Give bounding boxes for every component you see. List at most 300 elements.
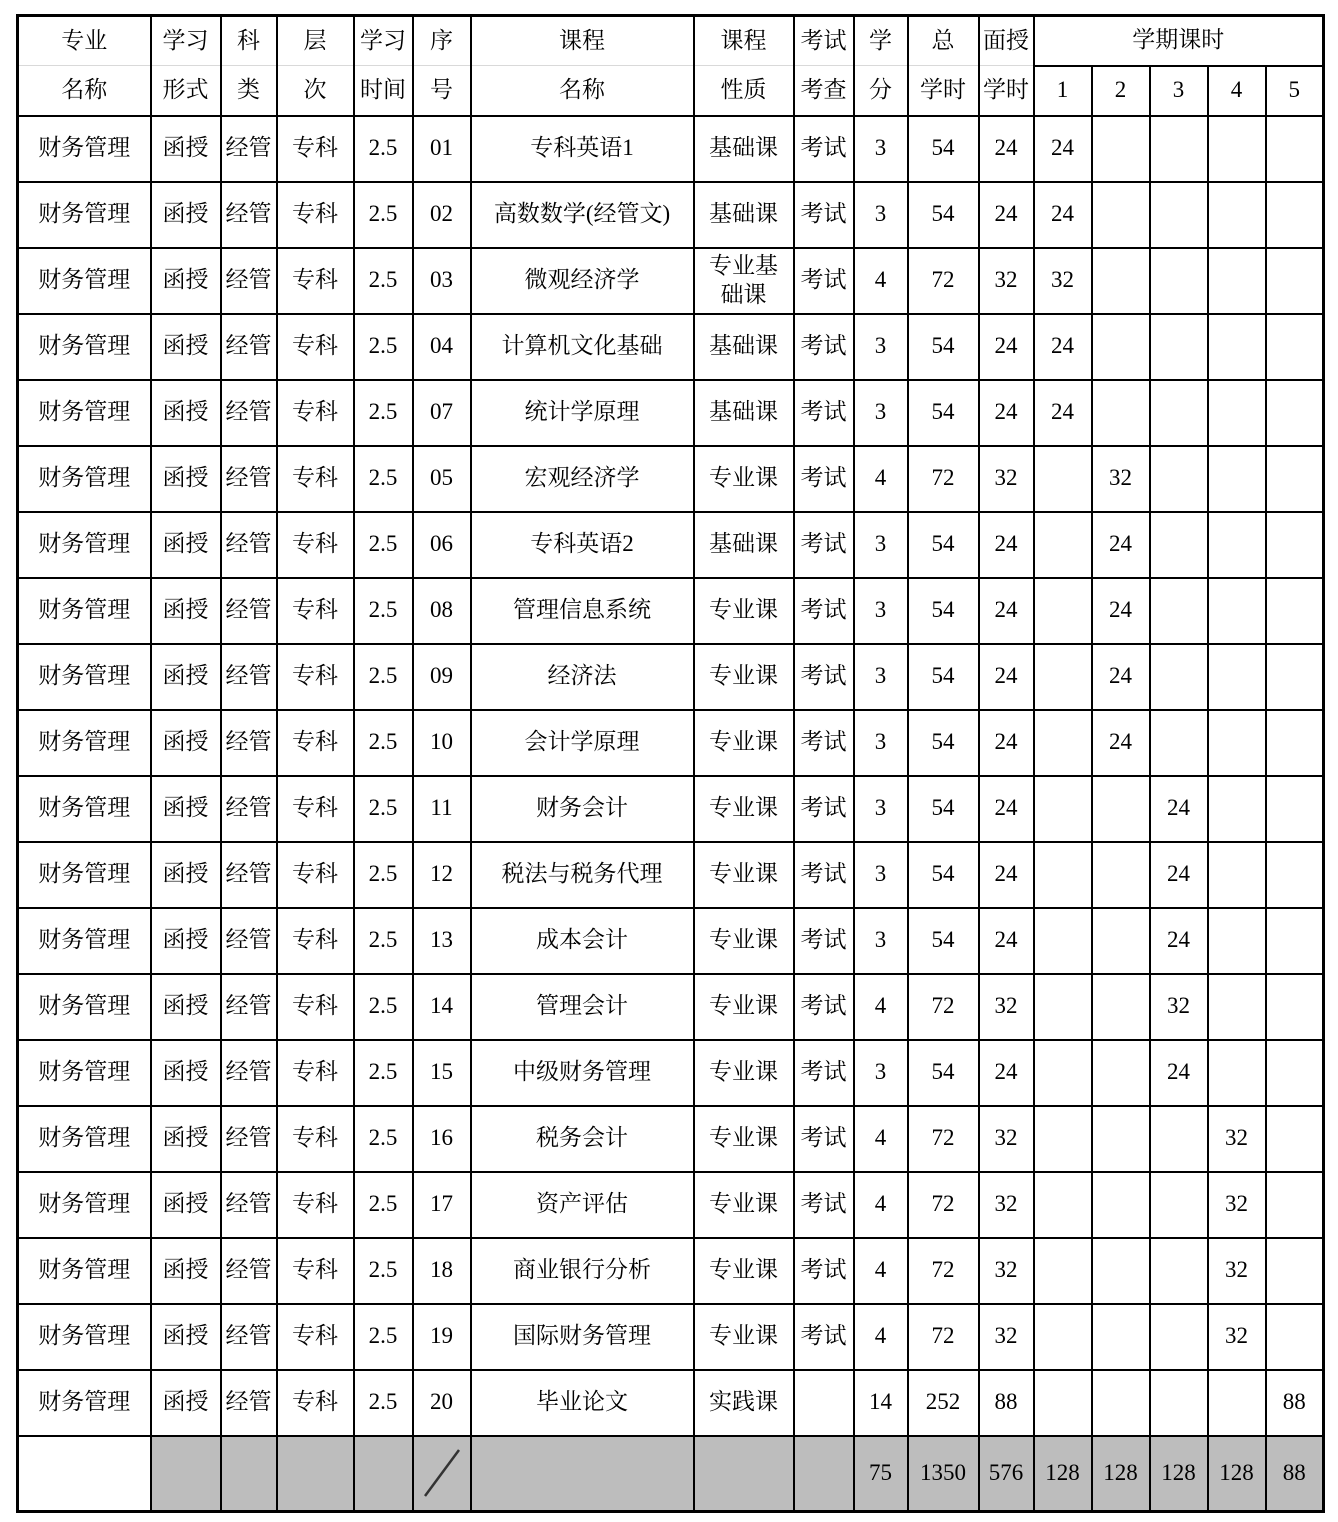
cell-sem5 bbox=[1266, 908, 1324, 974]
cell-level: 专科 bbox=[277, 842, 354, 908]
cell-level: 专科 bbox=[277, 116, 354, 182]
cell-course: 税务会计 bbox=[471, 1106, 694, 1172]
cell-level: 专科 bbox=[277, 1040, 354, 1106]
cell-sem4 bbox=[1208, 1040, 1266, 1106]
cell-no: 01 bbox=[413, 116, 471, 182]
table-row bbox=[18, 314, 1324, 380]
header-row-1 bbox=[18, 16, 1324, 66]
table-header bbox=[18, 16, 1324, 116]
cell-duration: 2.5 bbox=[354, 908, 413, 974]
cell-course: 计算机文化基础 bbox=[471, 314, 694, 380]
cell-total-hours: 72 bbox=[908, 1304, 979, 1370]
cell-form: 函授 bbox=[151, 380, 221, 446]
cell-nature: 专业课 bbox=[694, 1172, 794, 1238]
cell-total-hours: 54 bbox=[908, 776, 979, 842]
cell-sem5 bbox=[1266, 974, 1324, 1040]
cell-sem4 bbox=[1208, 578, 1266, 644]
cell-credits: 3 bbox=[854, 710, 908, 776]
cell-sem5 bbox=[1266, 446, 1324, 512]
cell-sem4: 32 bbox=[1208, 1172, 1266, 1238]
cell-sem4 bbox=[1208, 512, 1266, 578]
cell-nature: 实践课 bbox=[694, 1370, 794, 1436]
cell-face-hours: 32 bbox=[979, 1238, 1034, 1304]
cell-level: 专科 bbox=[277, 1238, 354, 1304]
cell-duration: 2.5 bbox=[354, 1370, 413, 1436]
cell-sem1 bbox=[1034, 446, 1092, 512]
cell-no: 12 bbox=[413, 842, 471, 908]
cell-level: 专科 bbox=[277, 1172, 354, 1238]
table-row bbox=[18, 1370, 1324, 1436]
total-major-cell bbox=[18, 1436, 151, 1512]
header-nature-line1: 课程 bbox=[694, 16, 794, 66]
cell-category: 经管 bbox=[221, 1106, 277, 1172]
cell-total-hours: 72 bbox=[908, 1172, 979, 1238]
cell-sem4: 32 bbox=[1208, 1304, 1266, 1370]
cell-no: 06 bbox=[413, 512, 471, 578]
cell-no: 07 bbox=[413, 380, 471, 446]
header-credits-line2: 分 bbox=[854, 66, 908, 116]
cell-credits: 3 bbox=[854, 182, 908, 248]
total-section bbox=[18, 1436, 1324, 1512]
cell-face-hours: 24 bbox=[979, 776, 1034, 842]
cell-total-hours: 54 bbox=[908, 314, 979, 380]
curriculum-table bbox=[16, 14, 1325, 1513]
total-sem2-cell: 128 bbox=[1092, 1436, 1150, 1512]
cell-sem1 bbox=[1034, 644, 1092, 710]
total-form-cell bbox=[151, 1436, 221, 1512]
cell-sem2 bbox=[1092, 116, 1150, 182]
table-row bbox=[18, 380, 1324, 446]
cell-nature: 专业课 bbox=[694, 1040, 794, 1106]
cell-sem4 bbox=[1208, 182, 1266, 248]
cell-exam: 考试 bbox=[794, 842, 854, 908]
cell-exam: 考试 bbox=[794, 182, 854, 248]
cell-face-hours: 32 bbox=[979, 446, 1034, 512]
cell-sem5 bbox=[1266, 842, 1324, 908]
cell-sem3 bbox=[1150, 1106, 1208, 1172]
cell-form: 函授 bbox=[151, 248, 221, 314]
cell-sem3 bbox=[1150, 1304, 1208, 1370]
cell-course: 商业银行分析 bbox=[471, 1238, 694, 1304]
cell-no: 14 bbox=[413, 974, 471, 1040]
cell-category: 经管 bbox=[221, 974, 277, 1040]
cell-sem2 bbox=[1092, 314, 1150, 380]
cell-major: 财务管理 bbox=[18, 974, 151, 1040]
cell-category: 经管 bbox=[221, 380, 277, 446]
cell-course: 管理会计 bbox=[471, 974, 694, 1040]
cell-sem1 bbox=[1034, 710, 1092, 776]
cell-level: 专科 bbox=[277, 1370, 354, 1436]
header-form-line1: 学习 bbox=[151, 16, 221, 66]
cell-sem4 bbox=[1208, 446, 1266, 512]
table-row bbox=[18, 974, 1324, 1040]
total-no-cell bbox=[413, 1436, 471, 1512]
cell-category: 经管 bbox=[221, 710, 277, 776]
cell-sem5 bbox=[1266, 182, 1324, 248]
cell-exam: 考试 bbox=[794, 116, 854, 182]
table-row bbox=[18, 248, 1324, 314]
header-duration-line1: 学习 bbox=[354, 16, 413, 66]
cell-total-hours: 72 bbox=[908, 974, 979, 1040]
cell-duration: 2.5 bbox=[354, 776, 413, 842]
cell-credits: 4 bbox=[854, 1238, 908, 1304]
cell-course: 财务会计 bbox=[471, 776, 694, 842]
cell-sem2: 32 bbox=[1092, 446, 1150, 512]
cell-face-hours: 24 bbox=[979, 578, 1034, 644]
cell-duration: 2.5 bbox=[354, 380, 413, 446]
cell-credits: 3 bbox=[854, 380, 908, 446]
cell-sem1 bbox=[1034, 1370, 1092, 1436]
header-course-line1: 课程 bbox=[471, 16, 694, 66]
cell-sem2 bbox=[1092, 1370, 1150, 1436]
cell-sem3 bbox=[1150, 248, 1208, 314]
cell-course: 宏观经济学 bbox=[471, 446, 694, 512]
cell-duration: 2.5 bbox=[354, 1172, 413, 1238]
cell-sem3 bbox=[1150, 644, 1208, 710]
cell-course: 微观经济学 bbox=[471, 248, 694, 314]
cell-credits: 3 bbox=[854, 842, 908, 908]
cell-sem5 bbox=[1266, 314, 1324, 380]
cell-nature: 基础课 bbox=[694, 314, 794, 380]
cell-form: 函授 bbox=[151, 1304, 221, 1370]
cell-exam: 考试 bbox=[794, 974, 854, 1040]
cell-sem1 bbox=[1034, 1304, 1092, 1370]
cell-total-hours: 54 bbox=[908, 908, 979, 974]
total-sem5-cell: 88 bbox=[1266, 1436, 1324, 1512]
cell-sem2 bbox=[1092, 1040, 1150, 1106]
header-major-line2: 名称 bbox=[18, 66, 151, 116]
table-row bbox=[18, 116, 1324, 182]
cell-sem3: 24 bbox=[1150, 908, 1208, 974]
cell-sem4 bbox=[1208, 908, 1266, 974]
cell-total-hours: 54 bbox=[908, 578, 979, 644]
cell-form: 函授 bbox=[151, 446, 221, 512]
cell-form: 函授 bbox=[151, 974, 221, 1040]
cell-face-hours: 24 bbox=[979, 644, 1034, 710]
header-category-line2: 类 bbox=[221, 66, 277, 116]
cell-course: 资产评估 bbox=[471, 1172, 694, 1238]
cell-sem3 bbox=[1150, 1172, 1208, 1238]
cell-no: 17 bbox=[413, 1172, 471, 1238]
cell-sem3: 24 bbox=[1150, 776, 1208, 842]
cell-major: 财务管理 bbox=[18, 182, 151, 248]
cell-sem3 bbox=[1150, 1238, 1208, 1304]
cell-face-hours: 32 bbox=[979, 248, 1034, 314]
cell-major: 财务管理 bbox=[18, 1172, 151, 1238]
cell-total-hours: 72 bbox=[908, 446, 979, 512]
cell-sem3 bbox=[1150, 182, 1208, 248]
cell-sem2 bbox=[1092, 842, 1150, 908]
cell-sem4 bbox=[1208, 644, 1266, 710]
header-total-hours-line1: 总 bbox=[908, 16, 979, 66]
cell-major: 财务管理 bbox=[18, 644, 151, 710]
total-sem3-cell: 128 bbox=[1150, 1436, 1208, 1512]
cell-duration: 2.5 bbox=[354, 1304, 413, 1370]
cell-course: 专科英语1 bbox=[471, 116, 694, 182]
cell-no: 05 bbox=[413, 446, 471, 512]
cell-course: 毕业论文 bbox=[471, 1370, 694, 1436]
total-nature-cell bbox=[694, 1436, 794, 1512]
cell-credits: 4 bbox=[854, 1172, 908, 1238]
cell-level: 专科 bbox=[277, 974, 354, 1040]
cell-nature: 基础课 bbox=[694, 380, 794, 446]
cell-sem5 bbox=[1266, 1106, 1324, 1172]
cell-major: 财务管理 bbox=[18, 1106, 151, 1172]
total-row bbox=[18, 1436, 1324, 1512]
cell-course: 成本会计 bbox=[471, 908, 694, 974]
cell-credits: 3 bbox=[854, 1040, 908, 1106]
cell-sem5: 88 bbox=[1266, 1370, 1324, 1436]
cell-nature: 专业课 bbox=[694, 710, 794, 776]
cell-total-hours: 54 bbox=[908, 710, 979, 776]
table-row bbox=[18, 512, 1324, 578]
cell-duration: 2.5 bbox=[354, 116, 413, 182]
cell-course: 经济法 bbox=[471, 644, 694, 710]
cell-major: 财务管理 bbox=[18, 248, 151, 314]
cell-total-hours: 54 bbox=[908, 182, 979, 248]
cell-form: 函授 bbox=[151, 182, 221, 248]
cell-form: 函授 bbox=[151, 776, 221, 842]
cell-duration: 2.5 bbox=[354, 578, 413, 644]
cell-exam: 考试 bbox=[794, 1172, 854, 1238]
header-semester-3: 3 bbox=[1150, 66, 1208, 116]
table-row bbox=[18, 644, 1324, 710]
cell-sem2 bbox=[1092, 908, 1150, 974]
cell-duration: 2.5 bbox=[354, 182, 413, 248]
cell-credits: 14 bbox=[854, 1370, 908, 1436]
cell-sem2: 24 bbox=[1092, 710, 1150, 776]
cell-major: 财务管理 bbox=[18, 1304, 151, 1370]
header-category-line1: 科 bbox=[221, 16, 277, 66]
cell-sem3 bbox=[1150, 314, 1208, 380]
total-credits-cell: 75 bbox=[854, 1436, 908, 1512]
cell-sem3: 24 bbox=[1150, 842, 1208, 908]
cell-course: 税法与税务代理 bbox=[471, 842, 694, 908]
header-major-line1: 专业 bbox=[18, 16, 151, 66]
cell-sem1 bbox=[1034, 842, 1092, 908]
cell-major: 财务管理 bbox=[18, 908, 151, 974]
cell-sem1 bbox=[1034, 974, 1092, 1040]
total-sem4-cell: 128 bbox=[1208, 1436, 1266, 1512]
cell-face-hours: 24 bbox=[979, 512, 1034, 578]
cell-exam: 考试 bbox=[794, 1238, 854, 1304]
cell-category: 经管 bbox=[221, 842, 277, 908]
cell-category: 经管 bbox=[221, 908, 277, 974]
cell-sem1 bbox=[1034, 1238, 1092, 1304]
cell-category: 经管 bbox=[221, 1304, 277, 1370]
cell-sem1 bbox=[1034, 776, 1092, 842]
cell-sem3 bbox=[1150, 512, 1208, 578]
header-exam-line1: 考试 bbox=[794, 16, 854, 66]
cell-form: 函授 bbox=[151, 908, 221, 974]
cell-form: 函授 bbox=[151, 710, 221, 776]
cell-no: 04 bbox=[413, 314, 471, 380]
header-total-hours-line2: 学时 bbox=[908, 66, 979, 116]
cell-sem4 bbox=[1208, 248, 1266, 314]
cell-exam: 考试 bbox=[794, 446, 854, 512]
cell-sem5 bbox=[1266, 116, 1324, 182]
cell-sem5 bbox=[1266, 380, 1324, 446]
cell-form: 函授 bbox=[151, 1106, 221, 1172]
table-row bbox=[18, 710, 1324, 776]
cell-sem1 bbox=[1034, 578, 1092, 644]
cell-exam: 考试 bbox=[794, 908, 854, 974]
cell-sem4: 32 bbox=[1208, 1238, 1266, 1304]
header-course-line2: 名称 bbox=[471, 66, 694, 116]
cell-nature: 基础课 bbox=[694, 116, 794, 182]
cell-duration: 2.5 bbox=[354, 446, 413, 512]
cell-face-hours: 24 bbox=[979, 1040, 1034, 1106]
cell-sem4: 32 bbox=[1208, 1106, 1266, 1172]
cell-face-hours: 24 bbox=[979, 710, 1034, 776]
cell-major: 财务管理 bbox=[18, 116, 151, 182]
cell-nature: 专业课 bbox=[694, 1304, 794, 1370]
cell-exam: 考试 bbox=[794, 644, 854, 710]
cell-sem1 bbox=[1034, 1106, 1092, 1172]
cell-category: 经管 bbox=[221, 248, 277, 314]
cell-total-hours: 72 bbox=[908, 248, 979, 314]
table-row bbox=[18, 842, 1324, 908]
cell-course: 专科英语2 bbox=[471, 512, 694, 578]
table-row bbox=[18, 908, 1324, 974]
table-row bbox=[18, 1106, 1324, 1172]
cell-sem3 bbox=[1150, 1370, 1208, 1436]
cell-form: 函授 bbox=[151, 512, 221, 578]
cell-no: 13 bbox=[413, 908, 471, 974]
total-sem1-cell: 128 bbox=[1034, 1436, 1092, 1512]
cell-total-hours: 54 bbox=[908, 116, 979, 182]
cell-total-hours: 54 bbox=[908, 644, 979, 710]
cell-category: 经管 bbox=[221, 314, 277, 380]
cell-credits: 3 bbox=[854, 116, 908, 182]
cell-sem5 bbox=[1266, 1238, 1324, 1304]
header-semester-4: 4 bbox=[1208, 66, 1266, 116]
cell-sem2 bbox=[1092, 974, 1150, 1040]
cell-nature: 专业课 bbox=[694, 446, 794, 512]
cell-major: 财务管理 bbox=[18, 380, 151, 446]
cell-form: 函授 bbox=[151, 1370, 221, 1436]
cell-duration: 2.5 bbox=[354, 842, 413, 908]
cell-nature: 基础课 bbox=[694, 512, 794, 578]
cell-exam bbox=[794, 1370, 854, 1436]
cell-category: 经管 bbox=[221, 644, 277, 710]
cell-sem1: 24 bbox=[1034, 314, 1092, 380]
cell-credits: 4 bbox=[854, 248, 908, 314]
cell-face-hours: 32 bbox=[979, 1106, 1034, 1172]
cell-form: 函授 bbox=[151, 578, 221, 644]
cell-major: 财务管理 bbox=[18, 578, 151, 644]
cell-exam: 考试 bbox=[794, 314, 854, 380]
cell-category: 经管 bbox=[221, 512, 277, 578]
cell-form: 函授 bbox=[151, 314, 221, 380]
cell-sem5 bbox=[1266, 1304, 1324, 1370]
cell-no: 20 bbox=[413, 1370, 471, 1436]
cell-nature: 专业课 bbox=[694, 644, 794, 710]
cell-no: 02 bbox=[413, 182, 471, 248]
cell-sem5 bbox=[1266, 1040, 1324, 1106]
cell-credits: 4 bbox=[854, 1106, 908, 1172]
cell-duration: 2.5 bbox=[354, 974, 413, 1040]
cell-no: 18 bbox=[413, 1238, 471, 1304]
header-semester-1: 1 bbox=[1034, 66, 1092, 116]
cell-sem1: 24 bbox=[1034, 116, 1092, 182]
cell-course: 国际财务管理 bbox=[471, 1304, 694, 1370]
cell-course: 统计学原理 bbox=[471, 380, 694, 446]
cell-level: 专科 bbox=[277, 512, 354, 578]
cell-major: 财务管理 bbox=[18, 776, 151, 842]
cell-form: 函授 bbox=[151, 1238, 221, 1304]
cell-sem4 bbox=[1208, 710, 1266, 776]
cell-course: 管理信息系统 bbox=[471, 578, 694, 644]
table-row bbox=[18, 776, 1324, 842]
cell-course: 会计学原理 bbox=[471, 710, 694, 776]
cell-duration: 2.5 bbox=[354, 644, 413, 710]
cell-sem2 bbox=[1092, 1172, 1150, 1238]
cell-face-hours: 24 bbox=[979, 116, 1034, 182]
cell-sem5 bbox=[1266, 512, 1324, 578]
cell-sem5 bbox=[1266, 248, 1324, 314]
cell-major: 财务管理 bbox=[18, 512, 151, 578]
cell-no: 16 bbox=[413, 1106, 471, 1172]
cell-sem2 bbox=[1092, 1106, 1150, 1172]
cell-category: 经管 bbox=[221, 182, 277, 248]
cell-sem4 bbox=[1208, 842, 1266, 908]
header-no-line2: 号 bbox=[413, 66, 471, 116]
cell-sem5 bbox=[1266, 776, 1324, 842]
cell-category: 经管 bbox=[221, 578, 277, 644]
header-semester-2: 2 bbox=[1092, 66, 1150, 116]
cell-form: 函授 bbox=[151, 842, 221, 908]
cell-duration: 2.5 bbox=[354, 248, 413, 314]
cell-duration: 2.5 bbox=[354, 1040, 413, 1106]
header-face-hours-line1: 面授 bbox=[979, 16, 1034, 66]
cell-face-hours: 24 bbox=[979, 842, 1034, 908]
cell-sem1: 24 bbox=[1034, 182, 1092, 248]
total-exam-cell bbox=[794, 1436, 854, 1512]
cell-exam: 考试 bbox=[794, 776, 854, 842]
cell-level: 专科 bbox=[277, 710, 354, 776]
cell-sem3 bbox=[1150, 710, 1208, 776]
cell-sem1 bbox=[1034, 908, 1092, 974]
total-course-cell bbox=[471, 1436, 694, 1512]
diagonal-slash-icon bbox=[420, 1446, 464, 1500]
cell-level: 专科 bbox=[277, 644, 354, 710]
cell-nature: 专业课 bbox=[694, 1238, 794, 1304]
cell-duration: 2.5 bbox=[354, 1106, 413, 1172]
cell-no: 19 bbox=[413, 1304, 471, 1370]
cell-sem2 bbox=[1092, 182, 1150, 248]
cell-level: 专科 bbox=[277, 314, 354, 380]
table-row bbox=[18, 1304, 1324, 1370]
total-total-hours-cell: 1350 bbox=[908, 1436, 979, 1512]
cell-total-hours: 54 bbox=[908, 842, 979, 908]
cell-credits: 3 bbox=[854, 776, 908, 842]
cell-nature: 基础课 bbox=[694, 182, 794, 248]
cell-credits: 4 bbox=[854, 1304, 908, 1370]
cell-major: 财务管理 bbox=[18, 1238, 151, 1304]
total-duration-cell bbox=[354, 1436, 413, 1512]
cell-face-hours: 24 bbox=[979, 380, 1034, 446]
cell-sem2 bbox=[1092, 1304, 1150, 1370]
cell-category: 经管 bbox=[221, 1238, 277, 1304]
cell-sem1 bbox=[1034, 1040, 1092, 1106]
cell-total-hours: 72 bbox=[908, 1106, 979, 1172]
cell-exam: 考试 bbox=[794, 380, 854, 446]
cell-no: 08 bbox=[413, 578, 471, 644]
cell-duration: 2.5 bbox=[354, 710, 413, 776]
total-face-hours-cell: 576 bbox=[979, 1436, 1034, 1512]
cell-sem3 bbox=[1150, 578, 1208, 644]
